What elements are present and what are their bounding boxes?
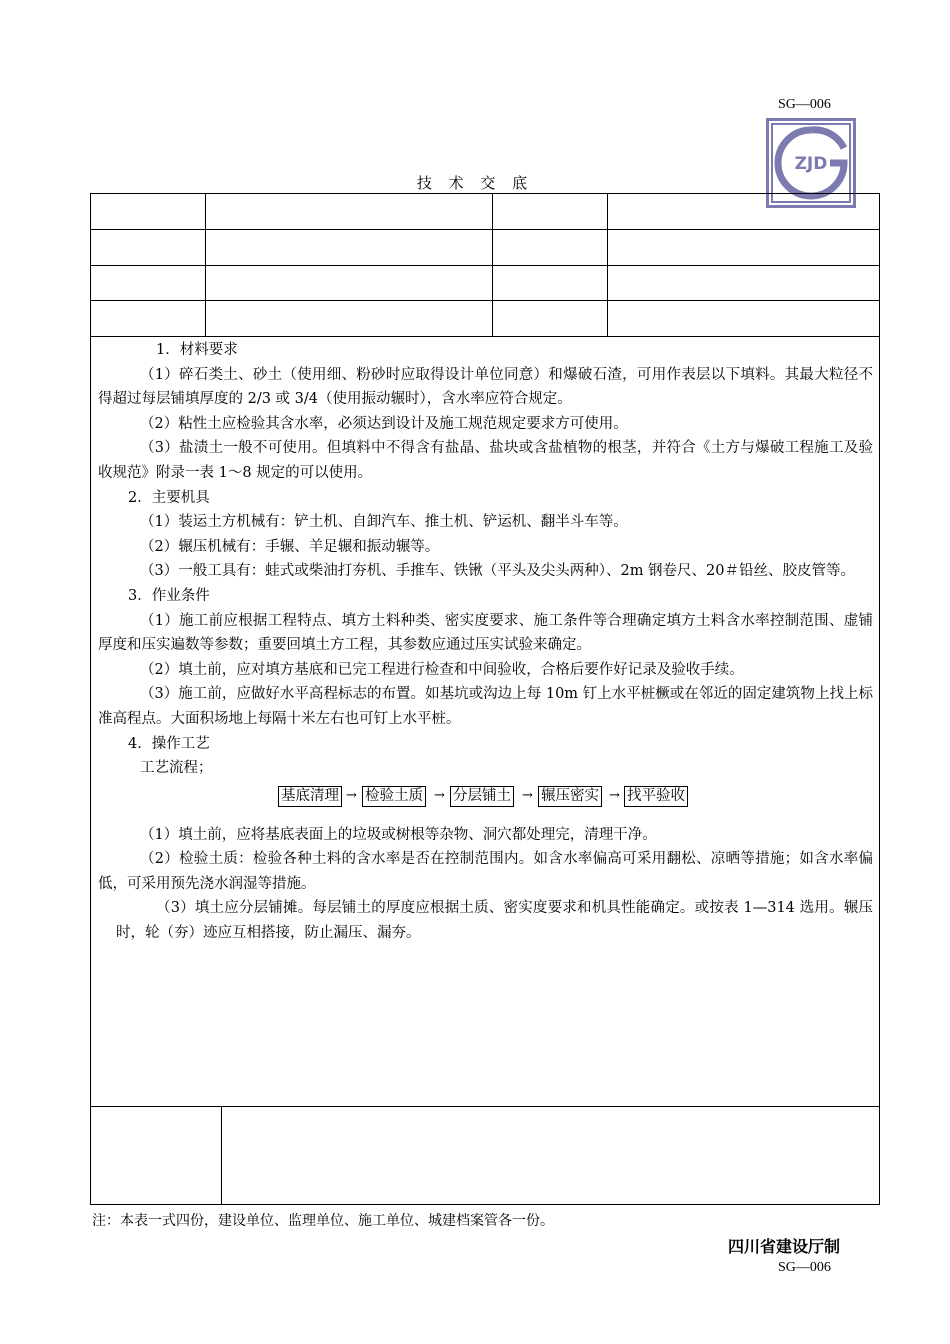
paragraph: （2）粘性土应检验其含水率，必须达到设计及施工规范规定要求方可使用。: [140, 415, 628, 432]
paragraph: （1）装运土方机械有：铲土机、自卸汽车、推土机、铲运机、翻半斗车等。: [140, 514, 628, 531]
paragraph: （2）填土前，应对填方基底和已完工程进行检查和中间验收，合格后要作好记录及验收手续。: [140, 661, 744, 678]
flow-step: 找平验收: [624, 786, 688, 807]
header-row-divider: [91, 229, 879, 230]
logo-text: ZJD: [794, 154, 828, 174]
form-code-top: SG—006: [778, 97, 831, 112]
arrow-right-icon: →: [522, 787, 533, 803]
signature-col-divider: [221, 1106, 222, 1204]
section-2-title: 2．主要机具: [128, 489, 210, 506]
flow-label: 工艺流程；: [140, 760, 213, 777]
flow-step: 检验土质: [362, 786, 426, 807]
paragraph: （2）检验土质：检验各种土料的含水率是否在控制范围内。如含水率偏高可采用翻松、凉晒等措施；如含水率偏低，可采用预先浇水润湿等措施。: [98, 851, 873, 892]
paragraph: （1）碎石类土、砂土（使用细、粉砂时应取得设计单位同意）和爆破石渣，可用作表层以下填料。其最大粒径不得超过每层铺填厚度的 2/3 或 3/4（使用振动辗时），含水率应符合规定。: [98, 366, 873, 408]
paragraph: （3）一般工具有：蛙式或柴油打夯机、手推车、铁锹（平头及尖头两种）、2m 钢卷尺、20＃铅丝、胶皮管等。: [140, 563, 856, 580]
flow-step: 基底清理: [278, 786, 342, 807]
section-1-title: 1．材料要求: [156, 342, 238, 358]
disclosure-content: [98, 338, 873, 946]
document-title: 技 术 交 底: [416, 174, 534, 192]
header-col-divider: [205, 194, 206, 336]
flow-step: 分层铺土: [450, 786, 514, 807]
footnote: 注：本表一式四份，建设单位、监理单位、施工单位、城建档案管各一份。: [92, 1213, 554, 1229]
header-section-bottom: [91, 336, 879, 337]
arrow-right-icon: →: [434, 787, 445, 803]
paragraph: （3）盐渍土一般不可使用。但填料中不得含有盐晶、盐块或含盐植物的根茎，并符合《土方与爆破工程施工及验收规范》附录一表 1～8 规定的可以使用。: [98, 440, 873, 481]
paragraph: （1）施工前应根据工程特点、填方土料种类、密实度要求、施工条件等合理确定填方土料含水率控制范围、虚铺厚度和压实遍数等参数；重要回填土方工程，其参数应通过压实试验来确定。: [98, 612, 873, 654]
arrow-right-icon: →: [346, 787, 357, 803]
header-row-divider: [91, 265, 879, 266]
header-row-divider: [91, 300, 879, 301]
paragraph: （3）填土应分层铺摊。每层铺土的厚度应根据土质、密实度要求和机具性能确定。或按表 1—314 选用。辗压时，轮（夯）迹应互相搭接，防止漏压、漏夯。: [116, 900, 873, 942]
process-flow: [98, 781, 873, 823]
paragraph: （1）填土前，应将基底表面上的垃圾或树根等杂物、洞穴都处理完，清理干净。: [140, 826, 657, 843]
flow-step: 辗压密实: [538, 786, 602, 807]
section-3-title: 3．作业条件: [128, 587, 210, 604]
issuer-name: 四川省建设厅制: [728, 1237, 841, 1256]
paragraph: （3）施工前，应做好水平高程标志的布置。如基坑或沟边上每 10m 钉上水平桩橛或在邻近的固定建筑物上找上标准高程点。大面积场地上每隔十米左右也可钉上水平桩。: [98, 686, 873, 727]
form-code-bottom: SG—006: [778, 1260, 831, 1275]
paragraph: （2）辗压机械有：手辗、羊足辗和振动辗等。: [140, 538, 440, 555]
header-col-divider: [607, 194, 608, 336]
section-4-title: 4．操作工艺: [128, 735, 210, 752]
signature-section-top: [91, 1106, 879, 1107]
arrow-right-icon: →: [609, 787, 620, 803]
header-col-divider: [492, 194, 493, 336]
